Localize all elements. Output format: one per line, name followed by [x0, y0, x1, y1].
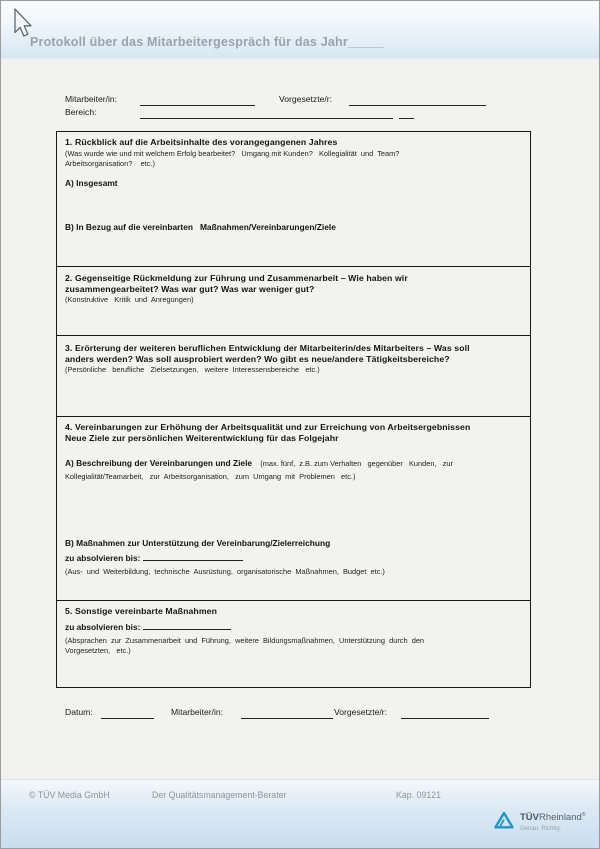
section-4-item-b-hint: (Aus- und Weiterbildung, technische Ausrüstung, organisatorische Maßnahmen, Budget etc.) [65, 567, 385, 577]
section-3-title-line2: anders werden? Was soll ausprobiert werden? Wo gibt es neue/andere Tätigkeitsbereiche? [65, 353, 450, 364]
section-4-item-a [65, 453, 522, 471]
section-4-due-label: zu absolvieren bis: [65, 553, 141, 564]
mitarbeiter-field-line [140, 105, 255, 106]
footer-publication: Der Qualitätsmanagement-Berater [152, 790, 287, 800]
section-1-item-b: B) In Bezug auf die vereinbarten Maßnahmen/Vereinbarungen/Ziele [65, 222, 336, 233]
mouse-cursor-icon [9, 7, 33, 41]
section-4-vereinbarungen [57, 417, 530, 601]
section-4-item-a-label: A) Beschreibung der Vereinbarungen und Ziele [65, 458, 253, 469]
bereich-field-line [140, 118, 393, 119]
logo-rheinland-text: Rheinland [539, 812, 582, 824]
bereich-label: Bereich: [65, 107, 97, 117]
section-5-hint-line1: (Absprachen zur Zusammenarbeit und Führung, weitere Bildungsmaßnahmen, Unterstützung durch den [65, 635, 425, 645]
section-5-hint-line2: Vorgesetzten, etc.) [65, 646, 131, 656]
signature-vorgesetzte-label: Vorgesetzte/r: [334, 707, 388, 717]
section-5-title: 5. Sonstige vereinbarte Maßnahmen [65, 606, 217, 616]
section-3-entwicklung [57, 336, 530, 417]
signature-mitarbeiter-label: Mitarbeiter/in: [171, 707, 224, 717]
tuv-logo-text [520, 810, 585, 834]
section-4-item-a-hint-line1: (max. fünf, z.B. zum Verhalten gegenüber Kunden, zur [252, 459, 453, 469]
section-4-title-line1: 4. Vereinbarungen zur Erhöhung der Arbeitsqualität und zur Erreichung von Arbeitsergebnissen [65, 422, 471, 432]
section-5-due-row [65, 617, 522, 635]
datum-field-line [101, 718, 154, 719]
signature-mitarbeiter-line [241, 718, 333, 719]
section-4-item-b [65, 538, 522, 577]
section-3-hint: (Persönliche berufliche Zielsetzungen, weitere Interessensbereiche etc.) [65, 365, 320, 375]
section-1-title: 1. Rückblick auf die Arbeitsinhalte des vorangegangenen Jahres [65, 137, 338, 147]
section-4-item-a-hint-line2: Kollegialität/Teamarbeit, zur Arbeitsorganisation, zum Umgang mit Problemen etc.) [65, 472, 356, 482]
section-4-due-field-line [143, 553, 243, 561]
logo-tuv-text: TÜV [520, 812, 539, 824]
tuv-rheinland-logo [493, 810, 585, 834]
section-2-title-line1: 2. Gegenseitige Rückmeldung zur Führung und Zusammenarbeit – Wie haben wir [65, 273, 408, 283]
section-2-title-line2: zusammengearbeitet? Was war gut? Was war weniger gut? [65, 283, 315, 294]
signature-vorgesetzte-line [401, 718, 489, 719]
logo-registered-mark: ® [581, 812, 586, 818]
bereich-field-line-extra [399, 118, 414, 119]
section-2-hint: (Konstruktive Kritik und Anregungen) [65, 295, 194, 305]
section-1-rueckblick [57, 132, 530, 267]
vorgesetzte-label: Vorgesetzte/r: [279, 94, 333, 104]
section-5-due-field-line [143, 622, 231, 630]
section-5-sonstige [57, 601, 530, 687]
footer-chapter: Kap. 09121 [396, 790, 442, 800]
mitarbeiter-label: Mitarbeiter/in: [65, 94, 118, 104]
document-footer-band [1, 779, 599, 848]
section-1-hint-line1: (Was wurde wie und mit welchem Erfolg bearbeitet? Umgang mit Kunden? Kollegialität und Team? [65, 148, 400, 158]
document-header-band [1, 1, 599, 59]
section-2-rueckmeldung [57, 267, 530, 336]
tuv-triangle-icon [493, 810, 515, 830]
vorgesetzte-field-line [349, 105, 486, 106]
section-4-due-row [65, 548, 522, 566]
section-5-due-label: zu absolvieren bis: [65, 621, 141, 632]
datum-label: Datum: [65, 707, 93, 717]
footer-copyright: © TÜV Media GmbH [29, 790, 110, 800]
section-4-title-line2: Neue Ziele zur persönlichen Weiterentwicklung für das Folgejahr [65, 432, 339, 443]
section-1-hint-line2: Arbeitsorganisation? etc.) [65, 159, 155, 169]
section-4-item-b-label: B) Maßnahmen zur Unterstützung der Vereinbarung/Zielerreichung [65, 537, 331, 548]
form-table [56, 131, 531, 688]
section-1-item-a: A) Insgesamt [65, 177, 118, 188]
section-3-title-line1: 3. Erörterung der weiteren beruflichen Entwicklung der Mitarbeiterin/des Mitarbeiters – Was soll [65, 343, 470, 353]
logo-tagline: Genau. Richtig. [520, 826, 562, 833]
document-title: Protokoll über das Mitarbeitergespräch für das Jahr_____ [30, 35, 384, 49]
